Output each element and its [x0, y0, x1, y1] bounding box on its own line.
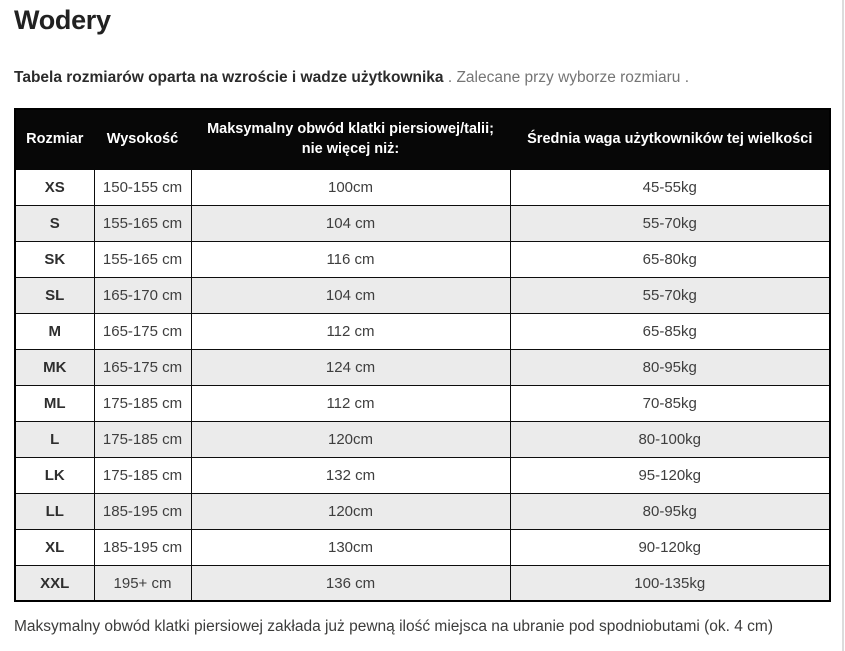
chest-cell: 104 cm	[191, 277, 510, 313]
header-row	[15, 109, 830, 169]
table-row	[15, 421, 830, 457]
height-cell: 185-195 cm	[94, 493, 191, 529]
header-chest: Maksymalny obwód klatki piersiowej/talii; nie więcej niż:	[191, 109, 510, 169]
height-cell: 150-155 cm	[94, 169, 191, 205]
header-weight: Średnia waga użytkowników tej wielkości	[510, 109, 830, 169]
weight-cell: 55-70kg	[510, 205, 830, 241]
footnote: Maksymalny obwód klatki piersiowej zakłada już pewną ilość miejsca na ubranie pod spodniobutami (ok. 4 cm)	[14, 618, 774, 636]
size-cell: LL	[15, 493, 94, 529]
height-cell: 165-175 cm	[94, 349, 191, 385]
size-cell: XL	[15, 529, 94, 565]
size-table	[14, 108, 831, 602]
subtitle	[14, 69, 829, 88]
subtitle-bold-text: Tabela rozmiarów oparta na wzroście i wadze użytkownika	[14, 68, 444, 86]
chest-cell: 130cm	[191, 529, 510, 565]
weight-cell: 65-85kg	[510, 313, 830, 349]
chest-cell: 132 cm	[191, 457, 510, 493]
height-cell: 165-170 cm	[94, 277, 191, 313]
size-cell: L	[15, 421, 94, 457]
size-cell: MK	[15, 349, 94, 385]
size-cell: LK	[15, 457, 94, 493]
size-cell: XXL	[15, 565, 94, 601]
table-row	[15, 169, 830, 205]
table-row	[15, 349, 830, 385]
chest-cell: 104 cm	[191, 205, 510, 241]
table-row	[15, 385, 830, 421]
weight-cell: 95-120kg	[510, 457, 830, 493]
table-row	[15, 529, 830, 565]
page-title: Wodery	[14, 5, 111, 35]
chest-cell: 112 cm	[191, 385, 510, 421]
height-cell: 175-185 cm	[94, 385, 191, 421]
table-row	[15, 277, 830, 313]
chest-cell: 120cm	[191, 493, 510, 529]
table-row	[15, 313, 830, 349]
table-row	[15, 565, 830, 601]
height-cell: 175-185 cm	[94, 421, 191, 457]
size-table-body	[15, 169, 830, 601]
height-cell: 175-185 cm	[94, 457, 191, 493]
weight-cell: 80-95kg	[510, 493, 830, 529]
height-cell: 195+ cm	[94, 565, 191, 601]
subtitle-muted-text: . Zalecane przy wyborze rozmiaru .	[443, 68, 690, 86]
chest-cell: 124 cm	[191, 349, 510, 385]
table-row	[15, 241, 830, 277]
table-row	[15, 457, 830, 493]
page-right-edge-line	[842, 0, 844, 651]
size-cell: M	[15, 313, 94, 349]
size-cell: XS	[15, 169, 94, 205]
chest-cell: 120cm	[191, 421, 510, 457]
size-cell: SK	[15, 241, 94, 277]
weight-cell: 55-70kg	[510, 277, 830, 313]
weight-cell: 65-80kg	[510, 241, 830, 277]
table-row	[15, 205, 830, 241]
weight-cell: 45-55kg	[510, 169, 830, 205]
header-height: Wysokość	[94, 109, 191, 169]
chest-cell: 136 cm	[191, 565, 510, 601]
chest-cell: 116 cm	[191, 241, 510, 277]
size-table-header	[15, 109, 830, 169]
weight-cell: 90-120kg	[510, 529, 830, 565]
weight-cell: 80-100kg	[510, 421, 830, 457]
height-cell: 155-165 cm	[94, 205, 191, 241]
size-cell: ML	[15, 385, 94, 421]
height-cell: 185-195 cm	[94, 529, 191, 565]
chest-cell: 100cm	[191, 169, 510, 205]
table-row	[15, 493, 830, 529]
weight-cell: 80-95kg	[510, 349, 830, 385]
chest-cell: 112 cm	[191, 313, 510, 349]
size-cell: SL	[15, 277, 94, 313]
weight-cell: 100-135kg	[510, 565, 830, 601]
weight-cell: 70-85kg	[510, 385, 830, 421]
header-size: Rozmiar	[15, 109, 94, 169]
height-cell: 155-165 cm	[94, 241, 191, 277]
height-cell: 165-175 cm	[94, 313, 191, 349]
size-cell: S	[15, 205, 94, 241]
